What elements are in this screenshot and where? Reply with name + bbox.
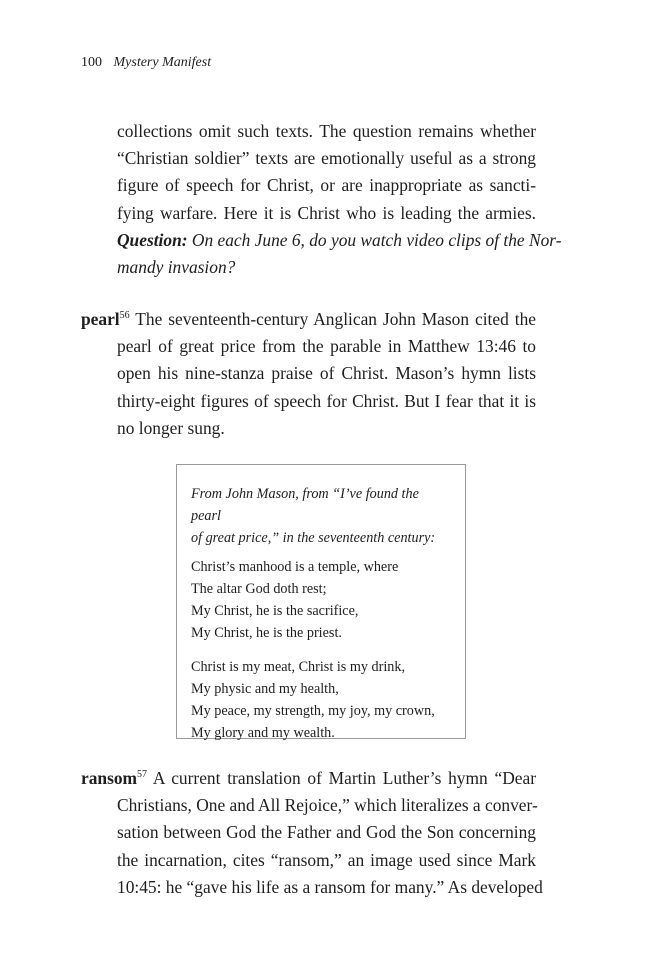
page-number: 100	[81, 55, 102, 70]
ransom-text: A current translation of Martin Luther’s hymn “Dear	[147, 768, 536, 788]
ransom-line: 10:45: he “gave his life as a ransom for many.” As developed	[117, 876, 543, 897]
pearl-line: open his nine-stanza praise of Christ. Mason’s hymn lists	[117, 363, 536, 384]
book-title: Mystery Manifest	[113, 55, 212, 70]
verse-line: My Christ, he is the priest.	[191, 625, 342, 641]
footnote-marker-57: 57	[137, 769, 148, 780]
pearl-text: The seventeenth-century Anglican John Mason cited the	[129, 309, 536, 329]
intro-line: figure of speech for Christ, or are inappropriate as sancti-	[117, 175, 536, 196]
footnote-marker-56: 56	[119, 310, 130, 321]
ransom-line: the incarnation, cites “ransom,” an image used since Mark	[117, 849, 536, 870]
hymn-stanza-2	[191, 656, 451, 744]
ransom-line: Christians, One and All Rejoice,” which literalizes a conver-	[117, 795, 538, 816]
verse-line: Christ is my meat, Christ is my drink,	[191, 659, 405, 675]
ransom-entry	[81, 765, 543, 901]
intro-line: collections omit such texts. The question remains whether	[117, 121, 536, 141]
quote-intro-line: From John Mason, from “I’ve found the pearl	[191, 486, 419, 524]
question-line	[117, 227, 562, 254]
ransom-line: sation between God the Father and God the Son concerning	[117, 822, 536, 843]
verse-line: My Christ, he is the sacrifice,	[191, 603, 359, 619]
verse-line: The altar God doth rest;	[191, 581, 327, 597]
ransom-headword: ransom	[81, 768, 138, 788]
question-text: On each June 6, do you watch video clips of the Nor-	[187, 229, 562, 250]
hymn-stanza-1	[191, 556, 451, 644]
verse-line: My peace, my strength, my joy, my crown,	[191, 703, 435, 719]
question-label: Question:	[117, 229, 188, 250]
pearl-entry	[81, 306, 536, 442]
pearl-line: pearl of great price from the parable in Matthew 13:46 to	[117, 336, 536, 357]
question-line-end: mandy invasion?	[117, 257, 236, 278]
hymn-quote-box	[176, 464, 466, 739]
intro-paragraph	[117, 118, 562, 281]
pearl-first-line	[81, 306, 536, 333]
intro-line: “Christian soldier” texts are emotionally useful as a strong	[117, 148, 536, 169]
running-head	[81, 55, 211, 71]
ransom-first-line	[81, 765, 536, 792]
pearl-headword: pearl	[81, 309, 120, 329]
quote-intro	[191, 483, 451, 549]
verse-line: Christ’s manhood is a temple, where	[191, 559, 399, 575]
intro-line: fying warfare. Here it is Christ who is leading the armies.	[117, 202, 536, 223]
pearl-line: thirty-eight figures of speech for Christ. But I fear that it is	[117, 390, 536, 411]
quote-intro-line: of great price,” in the seventeenth century:	[191, 530, 436, 546]
verse-line: My physic and my health,	[191, 681, 339, 697]
verse-line: My glory and my wealth.	[191, 725, 335, 741]
pearl-line: no longer sung.	[117, 417, 225, 438]
